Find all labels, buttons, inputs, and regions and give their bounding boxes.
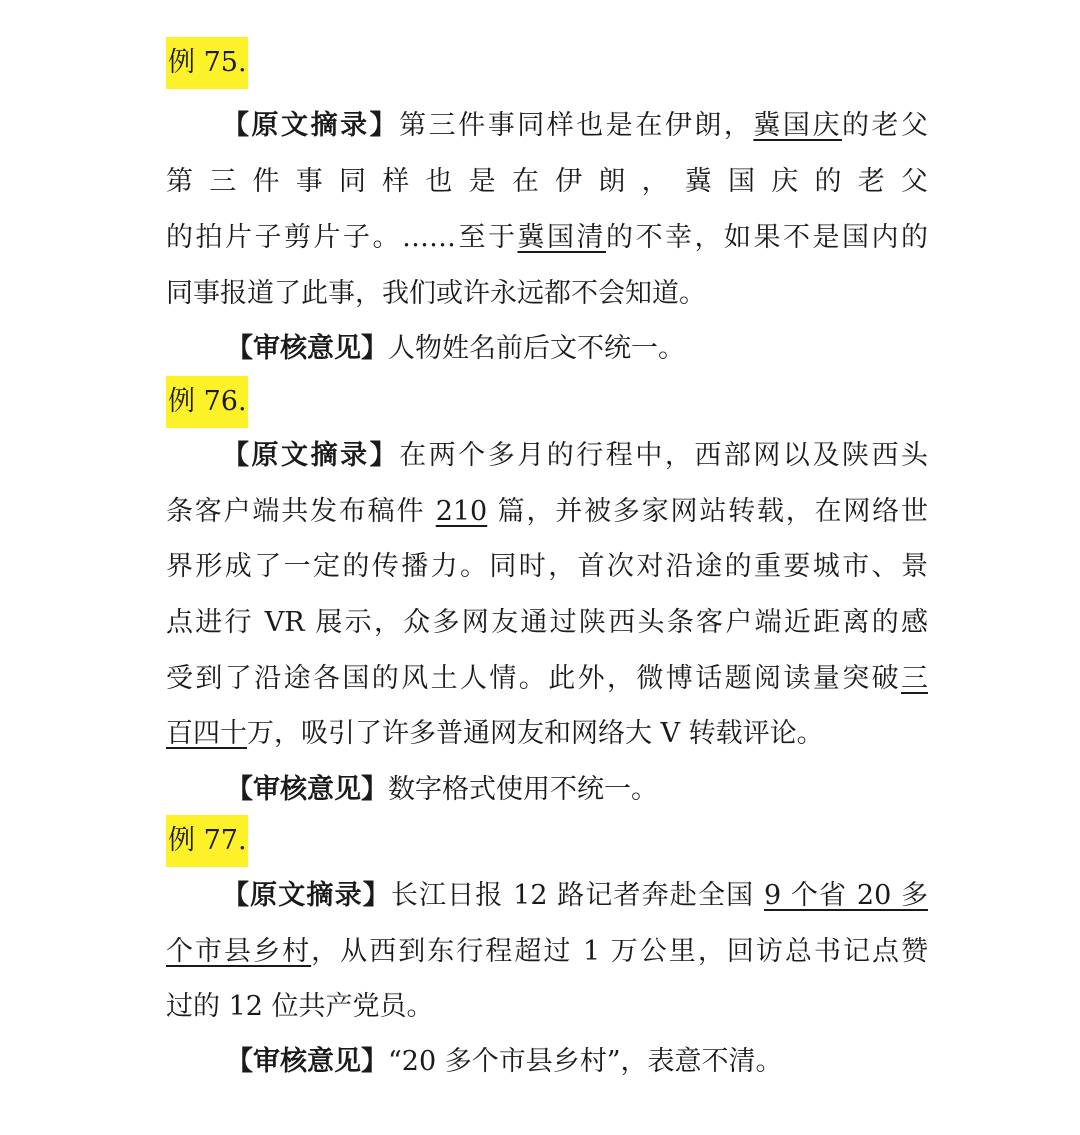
underlined-phrase: 个市县乡村 (166, 936, 312, 967)
excerpt-line: 受到了沿途各国的风土人情。此外，微博话题阅读量突破三 (166, 663, 928, 694)
excerpt-line: 条客户端共发布稿件 210 篇，并被多家网站转载，在网络世 (166, 496, 928, 527)
example-77-label: 例 77. (166, 815, 248, 867)
excerpt-line: 【原文摘录】在两个多月的行程中，西部网以及陕西头 (222, 440, 929, 471)
excerpt-tag: 【原文摘录】 (222, 880, 391, 911)
example-75-label: 例 75. (166, 37, 248, 89)
excerpt-line: 个市县乡村，从西到东行程超过 1 万公里，回访总书记点赞 (166, 936, 929, 967)
verdict-tag: 【审核意见】 (226, 333, 388, 364)
excerpt-line: 同事报道了此事，我们或许永远都不会知道。 (166, 278, 706, 309)
verdict-tag: 【审核意见】 (226, 774, 388, 805)
excerpt-line: 【原文摘录】长江日报 12 路记者奔赴全国 9 个省 20 多 (222, 880, 929, 911)
excerpt-line: 过的 12 位共产党员。 (166, 991, 434, 1022)
verdict-line: 【审核意见】人物姓名前后文不统一。 (226, 333, 685, 364)
excerpt-tag: 【原文摘录】 (222, 110, 400, 141)
underlined-number: 三 (901, 663, 928, 694)
excerpt-line: 点进行 VR 展示，众多网友通过陕西头条客户端近距离的感 (166, 607, 928, 638)
verdict-tag: 【审核意见】 (226, 1046, 388, 1077)
underlined-name: 冀国庆 (753, 110, 842, 141)
underlined-number: 百四十 (166, 718, 247, 749)
excerpt-line: 第三件事同样也是在伊朗，冀国庆的老父 (166, 166, 928, 197)
excerpt-line: 【原文摘录】第三件事同样也是在伊朗，冀国庆的老父 (222, 110, 929, 141)
excerpt-line: 百四十万，吸引了许多普通网友和网络大 V 转载评论。 (166, 718, 824, 749)
underlined-phrase: 9 个省 20 多 (764, 880, 929, 911)
verdict-line: 【审核意见】数字格式使用不统一。 (226, 774, 658, 805)
example-76-label: 例 76. (166, 376, 248, 428)
underlined-number: 210 (435, 496, 488, 527)
verdict-line: 【审核意见】“20 多个市县乡村”，表意不清。 (226, 1046, 783, 1077)
underlined-name: 冀国清 (517, 222, 606, 253)
excerpt-tag: 【原文摘录】 (222, 440, 400, 471)
excerpt-line: 界形成了一定的传播力。同时，首次对沿途的重要城市、景 (166, 551, 928, 582)
excerpt-line: 的拍片子剪片子。……至于冀国清的不幸，如果不是国内的 (166, 222, 928, 253)
